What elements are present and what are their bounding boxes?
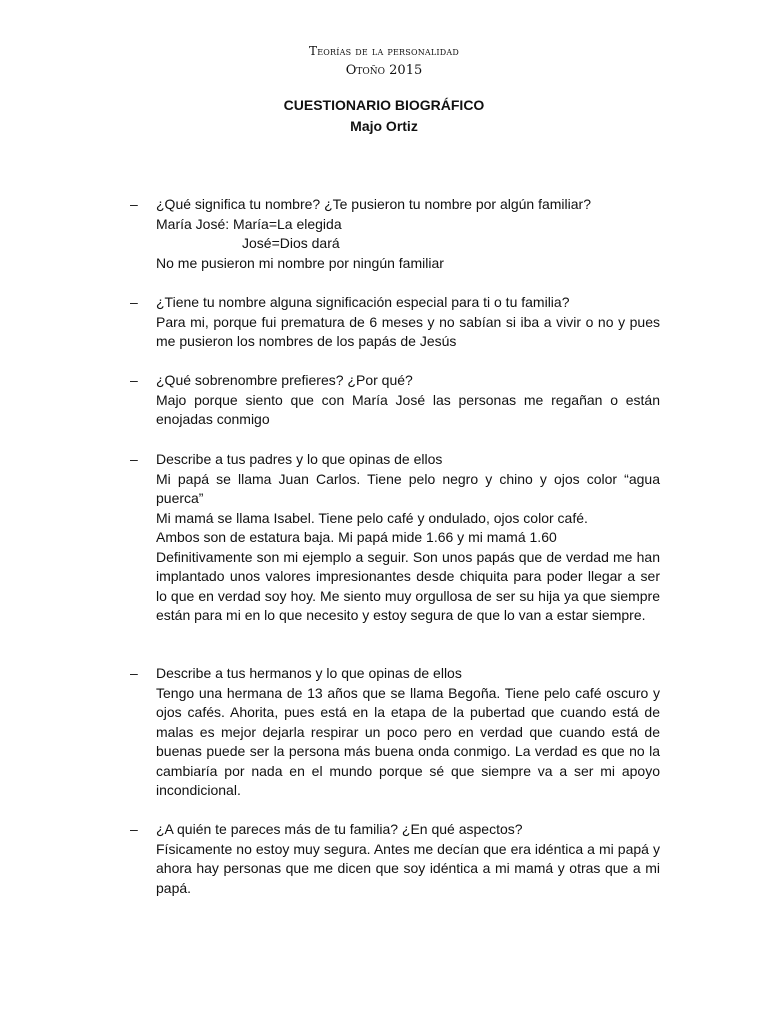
- question-block-parents: [130, 450, 660, 626]
- answer-paragraph: Para mi, porque fui prematura de 6 meses y no sabían si iba a vivir o no y pues me pusieron los nombres de los papás de Jesús: [156, 313, 660, 349]
- question-block-siblings: [130, 664, 660, 801]
- answer-paragraph: Definitivamente son mi ejemplo a seguir. Son unos papás que de verdad me han implantado unos valores impresionantes desde chiquita para poder llegar a ser lo que en verdad soy hoy. Me siento muy orgullosa de ser su hija ya que siempre están para mi en lo que necesito y estoy segura de que lo van a estar siempre.: [156, 548, 660, 623]
- question-block-resemblance: [130, 820, 660, 898]
- document-title: CUESTIONARIO BIOGRÁFICO: [283, 97, 485, 113]
- answer-text: [156, 313, 660, 352]
- question-text: ¿A quién te pareces más de tu familia? ¿En qué aspectos?: [156, 821, 523, 837]
- answer-line: María José: María=La elegida: [156, 215, 342, 232]
- list-dash: –: [130, 821, 138, 837]
- answer-text: [156, 684, 660, 801]
- answer-paragraph: Físicamente no estoy muy segura. Antes me decían que era idéntica a mi papá y ahora hay personas que me dicen que soy idéntica a mi mamá y otras que a mi papá.: [156, 840, 660, 896]
- answer-paragraph: Tengo una hermana de 13 años que se llama Begoña. Tiene pelo café oscuro y ojos cafés. Ahorita, pues está en la etapa de la pubertad que cuando está de malas es mejor dejarla respirar un poco pero en verdad que cuando está de buenas puede ser la persona más buena onda conmigo. La verdad es que no la cambiaría por nada en el mundo porque sé que siempre va a ser mi apoyo incondicional.: [156, 684, 660, 798]
- question-text: Describe a tus padres y lo que opinas de ellos: [156, 451, 443, 467]
- question-text: Describe a tus hermanos y lo que opinas de ellos: [156, 665, 462, 681]
- answer-line: No me pusieron mi nombre por ningún familiar: [156, 254, 444, 271]
- term-label: Otoño 2015: [345, 63, 423, 78]
- list-dash: –: [130, 665, 138, 681]
- course-name: Teorías de la personalidad: [309, 44, 459, 58]
- question-text: ¿Qué sobrenombre prefieres? ¿Por qué?: [156, 372, 413, 388]
- list-dash: –: [130, 196, 138, 212]
- answer-paragraph: Ambos son de estatura baja. Mi papá mide 1.66 y mi mamá 1.60: [156, 529, 557, 545]
- question-text: ¿Tiene tu nombre alguna significación especial para ti o tu familia?: [156, 294, 570, 310]
- answer-text: [156, 391, 660, 430]
- list-dash: –: [130, 294, 138, 310]
- answer-text: [156, 215, 660, 274]
- answer-paragraph: Majo porque siento que con María José las personas me regañan o están enojadas conmigo: [156, 391, 660, 427]
- list-dash: –: [130, 372, 138, 388]
- question-block-nickname: [130, 371, 660, 430]
- answer-line: José=Dios dará: [242, 235, 340, 251]
- answer-text: [156, 470, 660, 626]
- question-block-name-meaning: [130, 195, 660, 273]
- question-block-name-significance: [130, 293, 660, 352]
- list-dash: –: [130, 451, 138, 467]
- answer-paragraph: Mi papá se llama Juan Carlos. Tiene pelo negro y chino y ojos color “agua puerca”: [156, 470, 660, 506]
- answer-text: [156, 840, 660, 899]
- author-name: Majo Ortiz: [350, 118, 418, 134]
- question-text: ¿Qué significa tu nombre? ¿Te pusieron tu nombre por algún familiar?: [156, 196, 591, 212]
- answer-paragraph: Mi mamá se llama Isabel. Tiene pelo café y ondulado, ojos color café.: [156, 509, 588, 526]
